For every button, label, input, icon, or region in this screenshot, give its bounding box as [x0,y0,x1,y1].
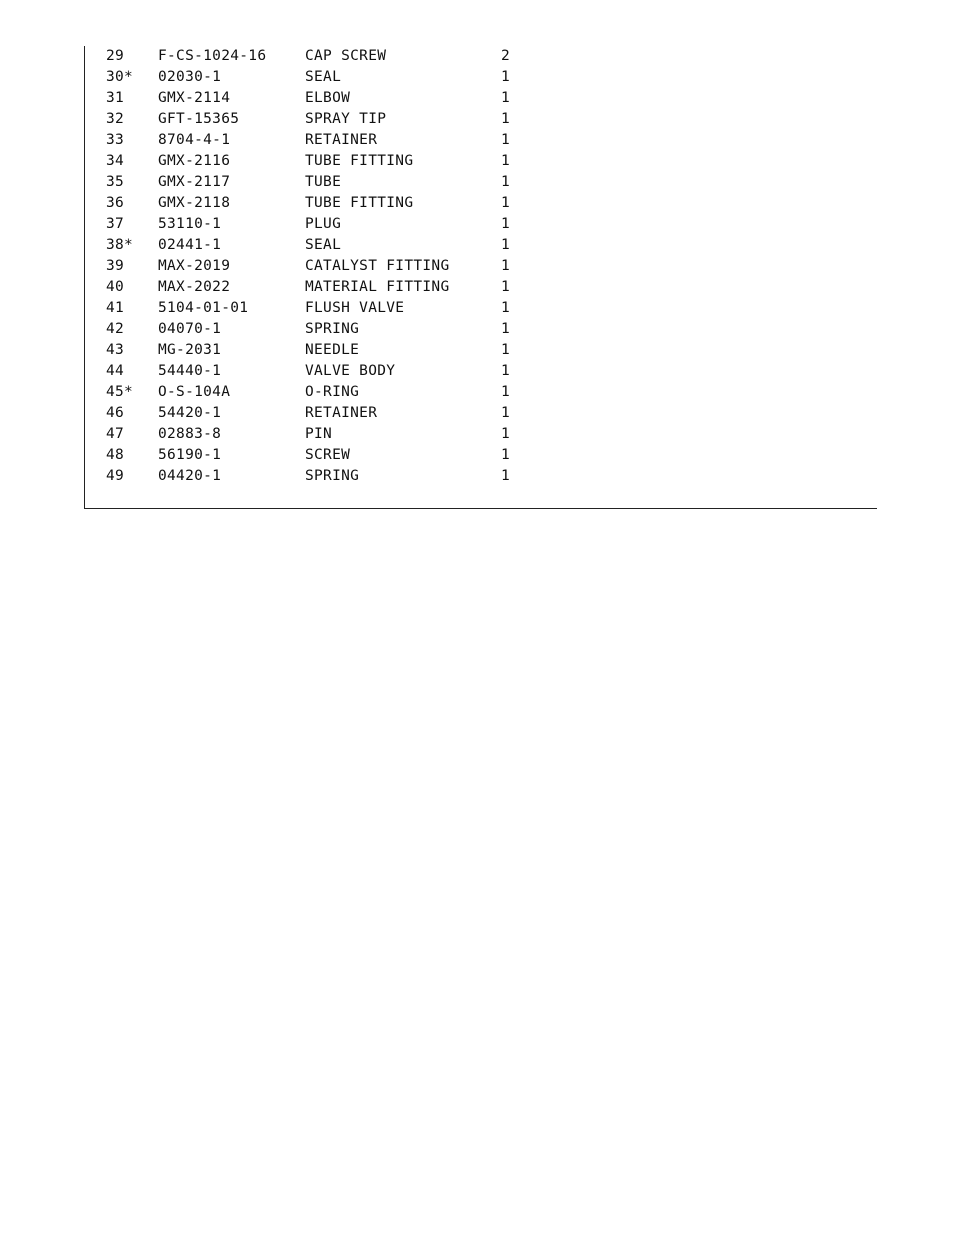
parts-row [85,46,877,67]
part-number: 54420-1 [158,405,222,421]
item-number: 30* [106,69,134,85]
part-number: 8704-4-1 [158,132,231,148]
item-number: 39 [106,258,125,274]
part-description: SPRING [305,468,360,484]
quantity: 1 [501,90,511,106]
part-description: SEAL [305,69,342,85]
item-number: 36 [106,195,125,211]
quantity: 1 [501,237,511,253]
part-number: 02030-1 [158,69,222,85]
part-number: O-S-104A [158,384,231,400]
item-number: 33 [106,132,125,148]
part-number: 5104-01-01 [158,300,249,316]
part-description: SCREW [305,447,351,463]
part-number: GMX-2117 [158,174,231,190]
part-number: GMX-2116 [158,153,231,169]
parts-row [85,445,877,466]
part-number: 53110-1 [158,216,222,232]
part-description: VALVE BODY [305,363,396,379]
quantity: 1 [501,279,511,295]
part-number: 54440-1 [158,363,222,379]
item-number: 31 [106,90,125,106]
part-description: MATERIAL FITTING [305,279,450,295]
parts-row [85,214,877,235]
item-number: 44 [106,363,125,379]
parts-row [85,298,877,319]
item-number: 43 [106,342,125,358]
part-description: ELBOW [305,90,351,106]
item-number: 34 [106,153,125,169]
parts-row [85,466,877,487]
item-number: 48 [106,447,125,463]
parts-row [85,256,877,277]
part-description: SEAL [305,237,342,253]
parts-row [85,277,877,298]
part-description: O-RING [305,384,360,400]
quantity: 1 [501,321,511,337]
part-number: 04420-1 [158,468,222,484]
quantity: 1 [501,111,511,127]
item-number: 40 [106,279,125,295]
part-description: FLUSH VALVE [305,300,405,316]
part-number: F-CS-1024-16 [158,48,267,64]
parts-row [85,67,877,88]
quantity: 1 [501,300,511,316]
parts-list-frame [84,46,877,509]
quantity: 1 [501,132,511,148]
parts-row [85,172,877,193]
item-number: 49 [106,468,125,484]
part-number: 04070-1 [158,321,222,337]
parts-row [85,340,877,361]
part-description: CAP SCREW [305,48,387,64]
item-number: 35 [106,174,125,190]
item-number: 41 [106,300,125,316]
parts-row [85,130,877,151]
quantity: 1 [501,174,511,190]
part-number: 02441-1 [158,237,222,253]
part-description: SPRAY TIP [305,111,387,127]
part-number: MG-2031 [158,342,222,358]
part-description: TUBE [305,174,342,190]
item-number: 45* [106,384,134,400]
item-number: 46 [106,405,125,421]
parts-row [85,382,877,403]
parts-row [85,235,877,256]
item-number: 37 [106,216,125,232]
quantity: 1 [501,342,511,358]
part-description: TUBE FITTING [305,153,414,169]
item-number: 29 [106,48,125,64]
part-description: NEEDLE [305,342,360,358]
item-number: 38* [106,237,134,253]
part-description: PIN [305,426,333,442]
quantity: 1 [501,447,511,463]
item-number: 42 [106,321,125,337]
parts-row [85,151,877,172]
parts-row [85,88,877,109]
quantity: 1 [501,216,511,232]
quantity: 1 [501,153,511,169]
part-number: MAX-2019 [158,258,231,274]
part-description: RETAINER [305,405,378,421]
quantity: 1 [501,195,511,211]
parts-row [85,361,877,382]
quantity: 1 [501,384,511,400]
quantity: 2 [501,48,511,64]
quantity: 1 [501,363,511,379]
parts-row [85,319,877,340]
part-description: TUBE FITTING [305,195,414,211]
quantity: 1 [501,69,511,85]
part-number: MAX-2022 [158,279,231,295]
item-number: 32 [106,111,125,127]
quantity: 1 [501,426,511,442]
parts-row [85,193,877,214]
part-number: GMX-2114 [158,90,231,106]
part-description: RETAINER [305,132,378,148]
part-description: SPRING [305,321,360,337]
part-number: 56190-1 [158,447,222,463]
part-description: CATALYST FITTING [305,258,450,274]
part-number: GFT-15365 [158,111,240,127]
parts-row [85,403,877,424]
parts-row [85,424,877,445]
parts-row [85,109,877,130]
quantity: 1 [501,258,511,274]
item-number: 47 [106,426,125,442]
part-number: GMX-2118 [158,195,231,211]
quantity: 1 [501,468,511,484]
quantity: 1 [501,405,511,421]
part-description: PLUG [305,216,342,232]
part-number: 02883-8 [158,426,222,442]
